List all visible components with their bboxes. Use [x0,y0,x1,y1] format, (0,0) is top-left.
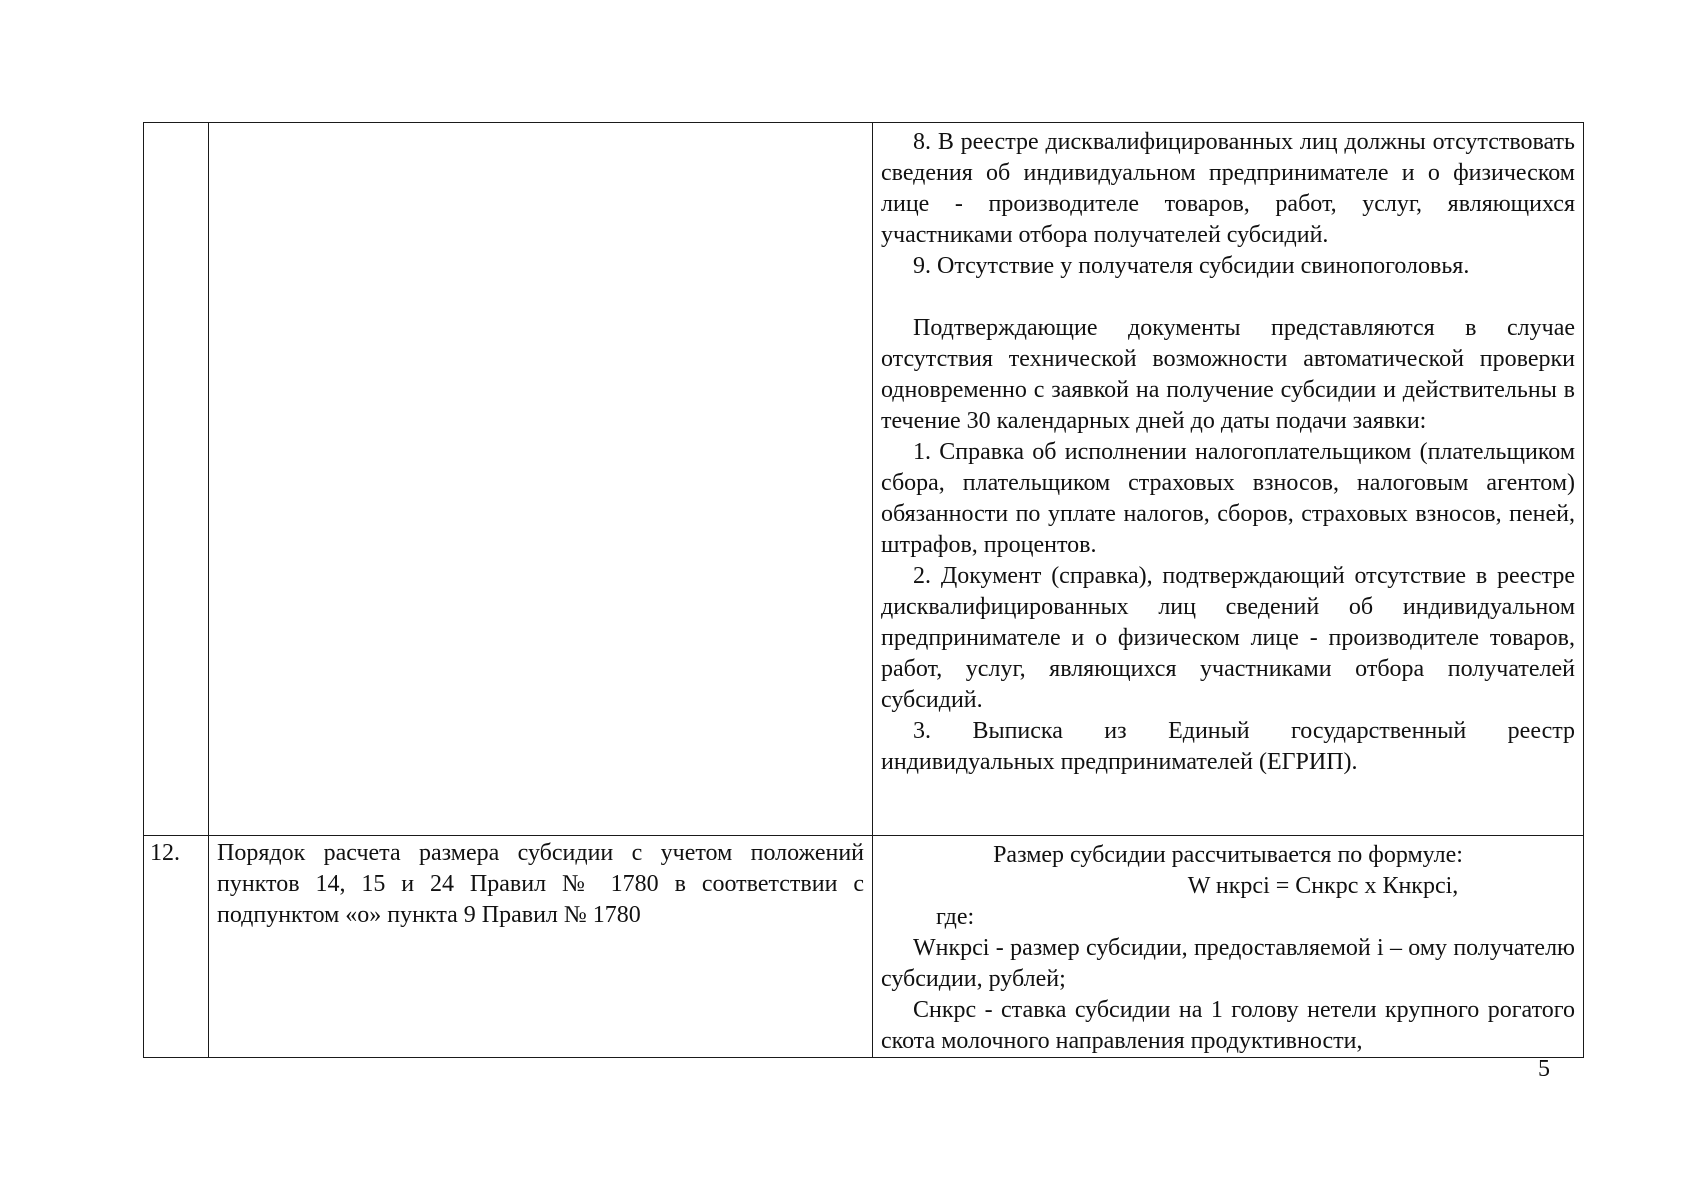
requirement-item-8: 8. В реестре дисквалифицированных лиц должны отсутствовать сведения об индивидуальном предпринимателе и о физическом лице - производителе товаров, работ, услуг, являющихся участниками отбора получателей субсидий. [881,129,1575,248]
formula-line [881,871,1575,902]
formula-intro: Размер субсидии рассчитывается по формуле: [993,842,1463,868]
table-row [144,123,1584,836]
row-number-cell [144,123,209,836]
requirement-item-9: 9. Отсутствие у получателя субсидии свинопоголовья. [913,253,1470,279]
requirements-cell [873,123,1584,836]
supporting-documents-intro: Подтверждающие документы представляются в случае отсутствия технической возможности автоматической проверки одновременно с заявкой на получение субсидии и действительны в течение 30 календарных дней до даты подачи заявки: [881,315,1575,434]
supporting-document-2: 2. Документ (справка), подтверждающий отсутствие в реестре дисквалифицированных лиц сведений об индивидуальном предпринимателе и о физическом лице - производителе товаров, работ, услуг, являющихся участниками отбора получателей субсидий. [881,563,1575,713]
formula-where: где: [936,904,975,930]
paragraph-spacer [881,282,1575,313]
requirements-cell [873,836,1584,1058]
supporting-document-3: 3. Выписка из Единый государственный реестр индивидуальных предпринимателей (ЕГРИП). [881,718,1575,775]
page-number: 5 [1538,1056,1550,1082]
supporting-document-1: 1. Справка об исполнении налогоплательщиком (плательщиком сбора, плательщиком страховых взносов, налоговым агентом) обязанности по уплате налогов, сборов, страховых взносов, пеней, штрафов, процентов. [881,439,1575,558]
row-number: 12. [150,840,180,866]
criterion-name: Порядок расчета размера субсидии с учетом положений пунктов 14, 15 и 24 Правил № 1780 в соответствии с подпунктом «о» пункта 9 Правил № 1780 [217,840,864,928]
requirements-table [143,122,1584,1058]
criterion-name-cell [209,123,873,836]
formula-definition-w: Wнкрсi - размер субсидии, предоставляемой i – ому получателю субсидии, рублей; [881,935,1575,992]
formula-definition-s: Снкрс - ставка субсидии на 1 голову нетели крупного рогатого скота молочного направления продуктивности, [881,997,1575,1054]
table-row [144,836,1584,1058]
row-number-cell [144,836,209,1058]
criterion-name-cell [209,836,873,1058]
formula: W нкрсi = Снкрс х Кнкрсi, [1187,873,1459,899]
